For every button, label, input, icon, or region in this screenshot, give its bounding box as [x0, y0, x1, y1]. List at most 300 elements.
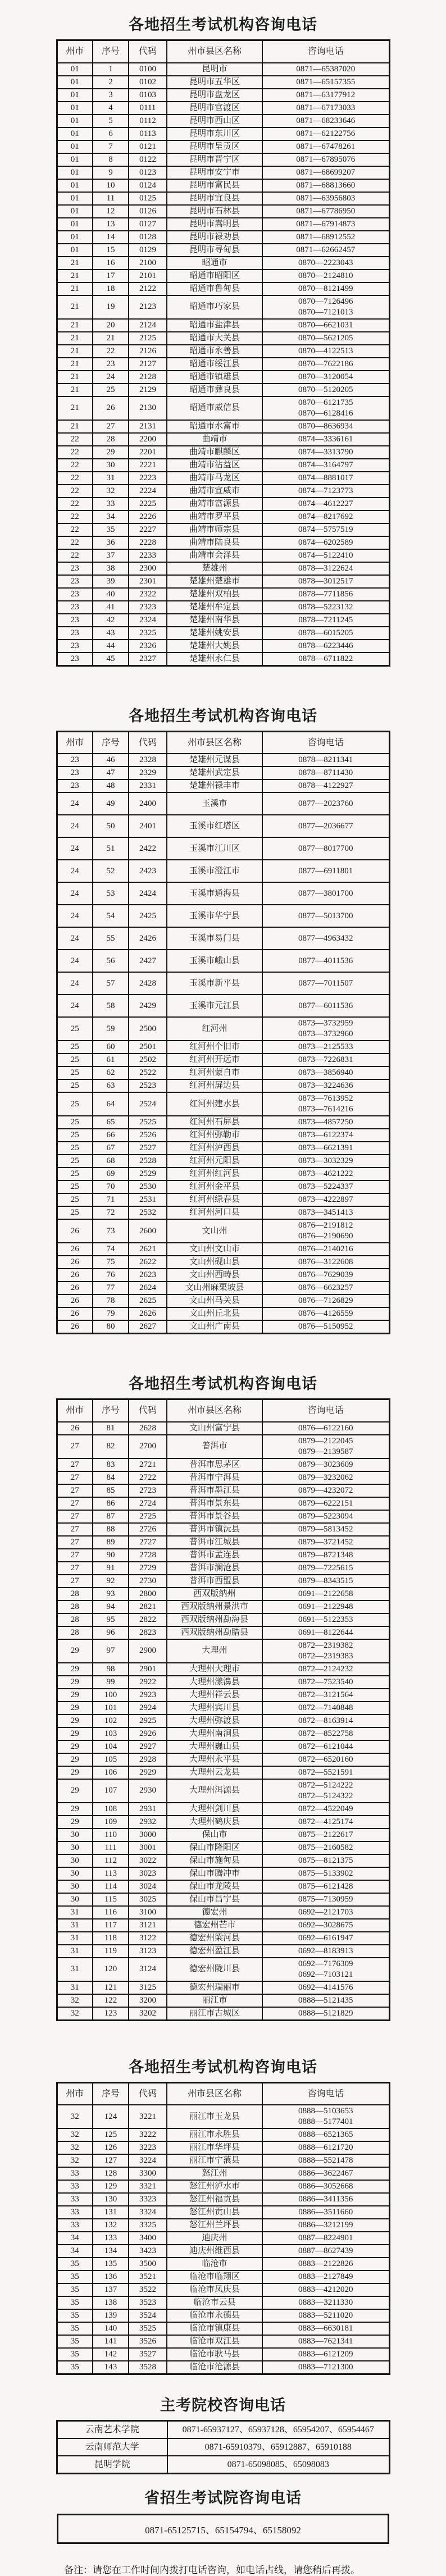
phone-number: 0888—5103653 — [298, 2107, 353, 2115]
cell-district-name: 昭通市永善县 — [167, 345, 262, 358]
cell-seq: 72 — [93, 1206, 129, 1219]
cell-code: 3500 — [129, 2258, 167, 2270]
phone-number: 0870—8636934 — [298, 421, 353, 431]
cell-code: 3324 — [129, 2206, 167, 2219]
cell-city-code: 23 — [57, 627, 93, 640]
cell-seq: 3 — [93, 89, 129, 102]
cell-district-name: 丽江市 — [167, 1994, 262, 2007]
provincial-phone-box — [57, 2514, 389, 2544]
cell-seq: 93 — [93, 1588, 129, 1601]
cell-seq: 98 — [93, 1663, 129, 1676]
header-district-name: 州市县区名称 — [167, 731, 262, 754]
cell-district-name: 玉溪市通海县 — [167, 882, 262, 905]
cell-district-name: 楚雄州姚安县 — [167, 627, 262, 640]
cell-district-name: 楚雄州牟定县 — [167, 601, 262, 614]
cell-district-name: 文山州丘北县 — [167, 1307, 262, 1320]
cell-seq: 80 — [93, 1320, 129, 1334]
cell-phone — [262, 102, 389, 115]
header-city-code: 州市 — [57, 40, 93, 63]
cell-code: 3221 — [129, 2105, 167, 2128]
cell-district-name: 红河州红河县 — [167, 1168, 262, 1180]
phone-number: 0877—5013700 — [298, 911, 353, 920]
cell-phone — [262, 179, 389, 192]
table-row — [57, 1484, 389, 1497]
phone-number: 0871—68912552 — [296, 232, 356, 241]
table-row — [57, 1219, 389, 1243]
cell-seq: 10 — [93, 179, 129, 192]
cell-seq: 55 — [93, 927, 129, 950]
phone-number: 0874—3336161 — [298, 434, 353, 444]
cell-phone — [262, 2141, 389, 2154]
cell-city-code: 24 — [57, 882, 93, 905]
cell-city-code: 31 — [57, 1958, 93, 1981]
cell-code: 3526 — [129, 2335, 167, 2348]
cell-code: 3523 — [129, 2296, 167, 2309]
cell-city-code: 25 — [57, 1066, 93, 1079]
cell-district-name: 西双版纳州勐海县 — [167, 1613, 262, 1626]
cell-city-code: 27 — [57, 1575, 93, 1588]
cell-district-name: 楚雄州南华县 — [167, 614, 262, 627]
phone-number: 0886—3052668 — [298, 2182, 353, 2191]
cell-district-name: 昭通市绥江县 — [167, 358, 262, 371]
cell-code: 3122 — [129, 1932, 167, 1945]
cell-seq: 143 — [93, 2361, 129, 2374]
cell-phone — [262, 2007, 389, 2021]
table-row — [57, 459, 389, 472]
cell-seq: 14 — [93, 231, 129, 244]
header-code: 代码 — [129, 40, 167, 63]
cell-code: 2201 — [129, 446, 167, 459]
cell-code: 2123 — [129, 295, 167, 319]
table-row — [57, 2245, 389, 2258]
cell-code: 2821 — [129, 1601, 167, 1613]
cell-phone — [262, 2206, 389, 2219]
cell-school-phones: 0871-65937127、65937128、65954207、65954467 — [167, 2421, 389, 2439]
phone-number: 0875—8121375 — [298, 1855, 353, 1865]
cell-seq: 22 — [93, 345, 129, 358]
cell-phone — [262, 1841, 389, 1854]
cell-seq: 121 — [93, 1981, 129, 1994]
cell-district-name: 曲靖市陆良县 — [167, 536, 262, 549]
cell-city-code: 22 — [57, 523, 93, 536]
phone-number: 0870—6128416 — [298, 408, 353, 418]
table-row — [57, 205, 389, 218]
cell-phone — [262, 1435, 389, 1458]
phone-number: 0691—5122353 — [298, 1615, 353, 1624]
cell-code: 0123 — [129, 166, 167, 179]
cell-code: 2101 — [129, 270, 167, 282]
cell-seq: 71 — [93, 1193, 129, 1206]
table-row — [57, 1588, 389, 1601]
cell-district-name: 临沧市临翔区 — [167, 2270, 262, 2283]
cell-city-code: 24 — [57, 995, 93, 1017]
phone-number: 0872—6121044 — [298, 1741, 353, 1751]
cell-phone — [262, 2193, 389, 2206]
cell-code: 2522 — [129, 1066, 167, 1079]
table-row — [57, 1766, 389, 1779]
cell-code: 2930 — [129, 1779, 167, 1803]
phone-number: 0873—4621222 — [298, 1169, 353, 1178]
cell-district-name: 怒江州贡山县 — [167, 2206, 262, 2219]
cell-phone — [262, 1766, 389, 1779]
cell-seq: 68 — [93, 1155, 129, 1168]
table-row — [57, 2007, 389, 2021]
cell-phone — [262, 1282, 389, 1294]
phone-number: 0872—2319383 — [298, 1651, 353, 1661]
cell-city-code: 22 — [57, 549, 93, 562]
cell-seq: 49 — [93, 792, 129, 815]
cell-code: 2922 — [129, 1676, 167, 1689]
phone-number: 0883—7121300 — [298, 2363, 353, 2372]
cell-code: 3222 — [129, 2128, 167, 2141]
table-row — [57, 282, 389, 295]
cell-code: 3124 — [129, 1958, 167, 1981]
phone-number: 0883—2122826 — [298, 2259, 353, 2268]
cell-code: 2423 — [129, 860, 167, 882]
phone-number: 0879—3023609 — [298, 1460, 353, 1469]
cell-district-name: 丽江市玉龙县 — [167, 2105, 262, 2128]
cell-seq: 62 — [93, 1066, 129, 1079]
cell-seq: 50 — [93, 815, 129, 837]
table-row — [57, 627, 389, 640]
table-row — [57, 2232, 389, 2245]
header-phone: 咨询电话 — [262, 40, 389, 63]
cell-phone — [262, 575, 389, 588]
phone-number: 0878—7711856 — [298, 589, 353, 599]
cell-seq: 36 — [93, 536, 129, 549]
phone-number: 0879—2139587 — [298, 1447, 353, 1456]
cell-code: 0129 — [129, 244, 167, 257]
table-row — [57, 231, 389, 244]
cell-code: 0127 — [129, 218, 167, 231]
cell-code: 2425 — [129, 905, 167, 927]
cell-code: 3000 — [129, 1829, 167, 1841]
table-row — [57, 1676, 389, 1689]
cell-city-code: 29 — [57, 1639, 93, 1663]
table-row — [57, 1092, 389, 1116]
table-row — [57, 815, 389, 837]
phone-number: 0878—6223446 — [298, 641, 353, 650]
phone-number: 0692—3028675 — [298, 1920, 353, 1930]
cell-district-name: 德宏州瑞丽市 — [167, 1981, 262, 1994]
phone-number: 0871—67786950 — [296, 206, 356, 216]
cell-seq: 61 — [93, 1054, 129, 1066]
cell-seq: 118 — [93, 1932, 129, 1945]
cell-district-name: 昆明市安宁市 — [167, 166, 262, 179]
cell-seq: 39 — [93, 575, 129, 588]
table-row — [57, 2219, 389, 2232]
phone-number: 0887—8224901 — [298, 2233, 353, 2242]
cell-city-code: 30 — [57, 1893, 93, 1906]
cell-seq: 52 — [93, 860, 129, 882]
table-row — [57, 1880, 389, 1893]
cell-phone — [262, 446, 389, 459]
cell-code: 2323 — [129, 601, 167, 614]
cell-phone — [262, 332, 389, 345]
cell-city-code: 27 — [57, 1510, 93, 1523]
table-row — [57, 995, 389, 1017]
cell-district-name: 曲靖市马龙区 — [167, 472, 262, 485]
phone-number: 0879—8721348 — [298, 1550, 353, 1560]
cell-district-name: 红河州金平县 — [167, 1180, 262, 1193]
cell-district-name: 曲靖市师宗县 — [167, 523, 262, 536]
cell-code: 2122 — [129, 282, 167, 295]
cell-district-name: 昭通市 — [167, 257, 262, 270]
cell-city-code: 01 — [57, 205, 93, 218]
cell-district-name: 昆明市宜良县 — [167, 192, 262, 205]
cell-phone — [262, 2232, 389, 2245]
cell-district-name: 楚雄州楚雄市 — [167, 575, 262, 588]
cell-code: 2502 — [129, 1054, 167, 1066]
cell-code: 2301 — [129, 575, 167, 588]
cell-phone — [262, 1740, 389, 1753]
cell-phone — [262, 1945, 389, 1958]
phone-number: 0871—65157355 — [296, 77, 356, 86]
cell-code: 3022 — [129, 1854, 167, 1867]
phone-number: 0873—3732959 — [298, 1019, 353, 1028]
cell-phone — [262, 1906, 389, 1919]
table-row — [57, 549, 389, 562]
cell-city-code: 23 — [57, 562, 93, 575]
table-row — [57, 950, 389, 972]
cell-district-name: 大理州 — [167, 1639, 262, 1663]
phone-number: 0872—5124222 — [298, 1780, 353, 1790]
table-row — [57, 779, 389, 792]
cell-phone — [262, 767, 389, 779]
table-row — [57, 653, 389, 666]
phone-number: 0876—3122608 — [298, 1257, 353, 1266]
cell-city-code: 26 — [57, 1243, 93, 1256]
cell-code: 2725 — [129, 1510, 167, 1523]
cell-district-name: 文山州 — [167, 1219, 262, 1243]
header-seq: 序号 — [93, 731, 129, 754]
cell-district-name: 临沧市耿马县 — [167, 2348, 262, 2361]
cell-district-name: 保山市隆阳区 — [167, 1841, 262, 1854]
cell-district-name: 保山市施甸县 — [167, 1854, 262, 1867]
cell-seq: 123 — [93, 2007, 129, 2021]
cell-city-code: 30 — [57, 1841, 93, 1854]
phone-number: 0878—6015205 — [298, 628, 353, 637]
cell-phone — [262, 2283, 389, 2296]
cell-district-name: 文山州文山市 — [167, 1243, 262, 1256]
cell-phone — [262, 295, 389, 319]
table-row — [57, 153, 389, 166]
table-row — [57, 562, 389, 575]
cell-phone — [262, 1054, 389, 1066]
cell-district-name: 曲靖市 — [167, 433, 262, 446]
table-row — [57, 166, 389, 179]
cell-district-name: 普洱市孟连县 — [167, 1549, 262, 1562]
cell-phone — [262, 792, 389, 815]
cell-city-code: 21 — [57, 396, 93, 420]
cell-district-name: 西双版纳州勐腊县 — [167, 1626, 262, 1639]
cell-district-name: 文山州马关县 — [167, 1294, 262, 1307]
cell-seq: 139 — [93, 2309, 129, 2322]
cell-city-code: 21 — [57, 295, 93, 319]
cell-seq: 142 — [93, 2348, 129, 2361]
cell-district-name: 曲靖市沾益区 — [167, 459, 262, 472]
cell-code: 2100 — [129, 257, 167, 270]
cell-seq: 7 — [93, 140, 129, 153]
cell-district-name: 红河州 — [167, 1017, 262, 1041]
cell-seq: 126 — [93, 2141, 129, 2154]
phone-number: 0692—4141576 — [298, 1982, 353, 1992]
cell-district-name: 临沧市沧源县 — [167, 2361, 262, 2374]
cell-seq: 8 — [93, 153, 129, 166]
cell-code: 3525 — [129, 2322, 167, 2335]
table-row — [57, 192, 389, 205]
cell-phone — [262, 2270, 389, 2283]
cell-district-name: 普洱市景东县 — [167, 1497, 262, 1510]
phone-number: 0879—2122045 — [298, 1436, 353, 1446]
phone-number: 0876—2191812 — [298, 1221, 353, 1230]
phone-number: 0692—6161947 — [298, 1933, 353, 1943]
cell-seq: 75 — [93, 1256, 129, 1269]
cell-phone — [262, 1613, 389, 1626]
table-row — [57, 295, 389, 319]
cell-seq: 113 — [93, 1867, 129, 1880]
cell-seq: 133 — [93, 2232, 129, 2245]
cell-code: 2127 — [129, 358, 167, 371]
phone-number: 0877—8017700 — [298, 844, 353, 853]
header-city-code: 州市 — [57, 2082, 93, 2105]
cell-district-name: 昭通市镇雄县 — [167, 371, 262, 384]
cell-district-name: 昆明市东川区 — [167, 127, 262, 140]
cell-city-code: 27 — [57, 1471, 93, 1484]
cell-phone — [262, 1588, 389, 1601]
phone-number: 0871—63956803 — [296, 193, 356, 203]
cell-district-name: 楚雄州元谋县 — [167, 754, 262, 767]
cell-phone — [262, 1562, 389, 1575]
table-row — [57, 1932, 389, 1945]
cell-district-name: 昆明市呈贡区 — [167, 140, 262, 153]
cell-code: 0112 — [129, 115, 167, 127]
cell-seq: 29 — [93, 446, 129, 459]
cell-city-code: 01 — [57, 231, 93, 244]
cell-code: 2200 — [129, 433, 167, 446]
cell-phone — [262, 63, 389, 76]
table-row — [57, 2283, 389, 2296]
phone-number: 0878—8211341 — [298, 755, 353, 764]
cell-seq: 37 — [93, 549, 129, 562]
cell-code: 3200 — [129, 1994, 167, 2007]
cell-district-name: 昆明市石林县 — [167, 205, 262, 218]
phone-number: 0691—8122644 — [298, 1627, 353, 1637]
table-row — [57, 1945, 389, 1958]
phone-number: 0871—67895076 — [296, 154, 356, 164]
cell-district-name: 保山市龙陵县 — [167, 1880, 262, 1893]
cell-seq: 47 — [93, 767, 129, 779]
header-code: 代码 — [129, 2082, 167, 2105]
cell-city-code: 35 — [57, 2283, 93, 2296]
phone-number: 0874—8881017 — [298, 473, 353, 482]
phone-number: 0874—3313790 — [298, 447, 353, 457]
cell-phone — [262, 1116, 389, 1129]
cell-code: 2932 — [129, 1816, 167, 1829]
phone-number: 0873—3732960 — [298, 1029, 353, 1038]
phone-number: 0874—7123773 — [298, 486, 353, 495]
cell-phone — [262, 2322, 389, 2335]
cell-district-name: 昆明市寻甸县 — [167, 244, 262, 257]
cell-district-name: 怒江州泸水市 — [167, 2180, 262, 2193]
cell-code: 2621 — [129, 1243, 167, 1256]
table-row — [57, 1562, 389, 1575]
cell-seq: 111 — [93, 1841, 129, 1854]
phone-number: 0873—3224636 — [298, 1081, 353, 1090]
cell-code: 3321 — [129, 2180, 167, 2193]
cell-phone — [262, 1294, 389, 1307]
cell-city-code: 26 — [57, 1256, 93, 1269]
cell-code: 2728 — [129, 1549, 167, 1562]
phone-number: 0871—67914873 — [296, 219, 356, 229]
header-district-name: 州市县区名称 — [167, 2082, 262, 2105]
table-row — [57, 1510, 389, 1523]
table-row — [57, 257, 389, 270]
cell-city-code: 26 — [57, 1282, 93, 1294]
cell-code: 2527 — [129, 1142, 167, 1155]
cell-code: 0111 — [129, 102, 167, 115]
cell-district-name: 德宏州盈江县 — [167, 1945, 262, 1958]
cell-city-code: 35 — [57, 2296, 93, 2309]
cell-phone — [262, 1779, 389, 1803]
cell-seq: 12 — [93, 205, 129, 218]
cell-district-name: 昭通市昭阳区 — [167, 270, 262, 282]
cell-city-code: 29 — [57, 1689, 93, 1702]
cell-phone — [262, 1893, 389, 1906]
cell-seq: 88 — [93, 1523, 129, 1536]
cell-district-name: 玉溪市新平县 — [167, 972, 262, 995]
cell-district-name: 普洱市江城县 — [167, 1536, 262, 1549]
cell-city-code: 23 — [57, 767, 93, 779]
cell-city-code: 27 — [57, 1536, 93, 1549]
cell-code: 2724 — [129, 1497, 167, 1510]
cell-code: 2422 — [129, 837, 167, 860]
cell-city-code: 27 — [57, 1549, 93, 1562]
cell-district-name: 临沧市镇康县 — [167, 2322, 262, 2335]
cell-district-name: 大理州南涧县 — [167, 1727, 262, 1740]
cell-phone — [262, 882, 389, 905]
cell-seq: 30 — [93, 459, 129, 472]
table-row — [57, 127, 389, 140]
cell-seq: 138 — [93, 2296, 129, 2309]
phone-number: 0888—5121829 — [298, 2008, 353, 2018]
table-row — [57, 244, 389, 257]
table-row — [57, 2258, 389, 2270]
cell-code: 3125 — [129, 1981, 167, 1994]
cell-city-code: 25 — [57, 1054, 93, 1066]
cell-seq: 79 — [93, 1307, 129, 1320]
phone-number: 0871—63177912 — [296, 90, 356, 99]
phone-number: 0886—3511660 — [298, 2208, 353, 2217]
cell-seq: 9 — [93, 166, 129, 179]
cell-phone — [262, 345, 389, 358]
cell-city-code: 31 — [57, 1906, 93, 1919]
cell-seq: 28 — [93, 433, 129, 446]
phone-number: 0876—7629039 — [298, 1270, 353, 1279]
phone-number: 0873—4857250 — [298, 1118, 353, 1127]
cell-city-code: 29 — [57, 1816, 93, 1829]
cell-phone — [262, 653, 389, 666]
cell-district-name: 西双版纳州 — [167, 1588, 262, 1601]
cell-city-code: 31 — [57, 1932, 93, 1945]
cell-city-code: 01 — [57, 127, 93, 140]
cell-city-code: 33 — [57, 2206, 93, 2219]
cell-seq: 112 — [93, 1854, 129, 1867]
cell-city-code: 35 — [57, 2348, 93, 2361]
cell-phone — [262, 1155, 389, 1168]
cell-seq: 54 — [93, 905, 129, 927]
cell-district-name: 红河州泸西县 — [167, 1142, 262, 1155]
